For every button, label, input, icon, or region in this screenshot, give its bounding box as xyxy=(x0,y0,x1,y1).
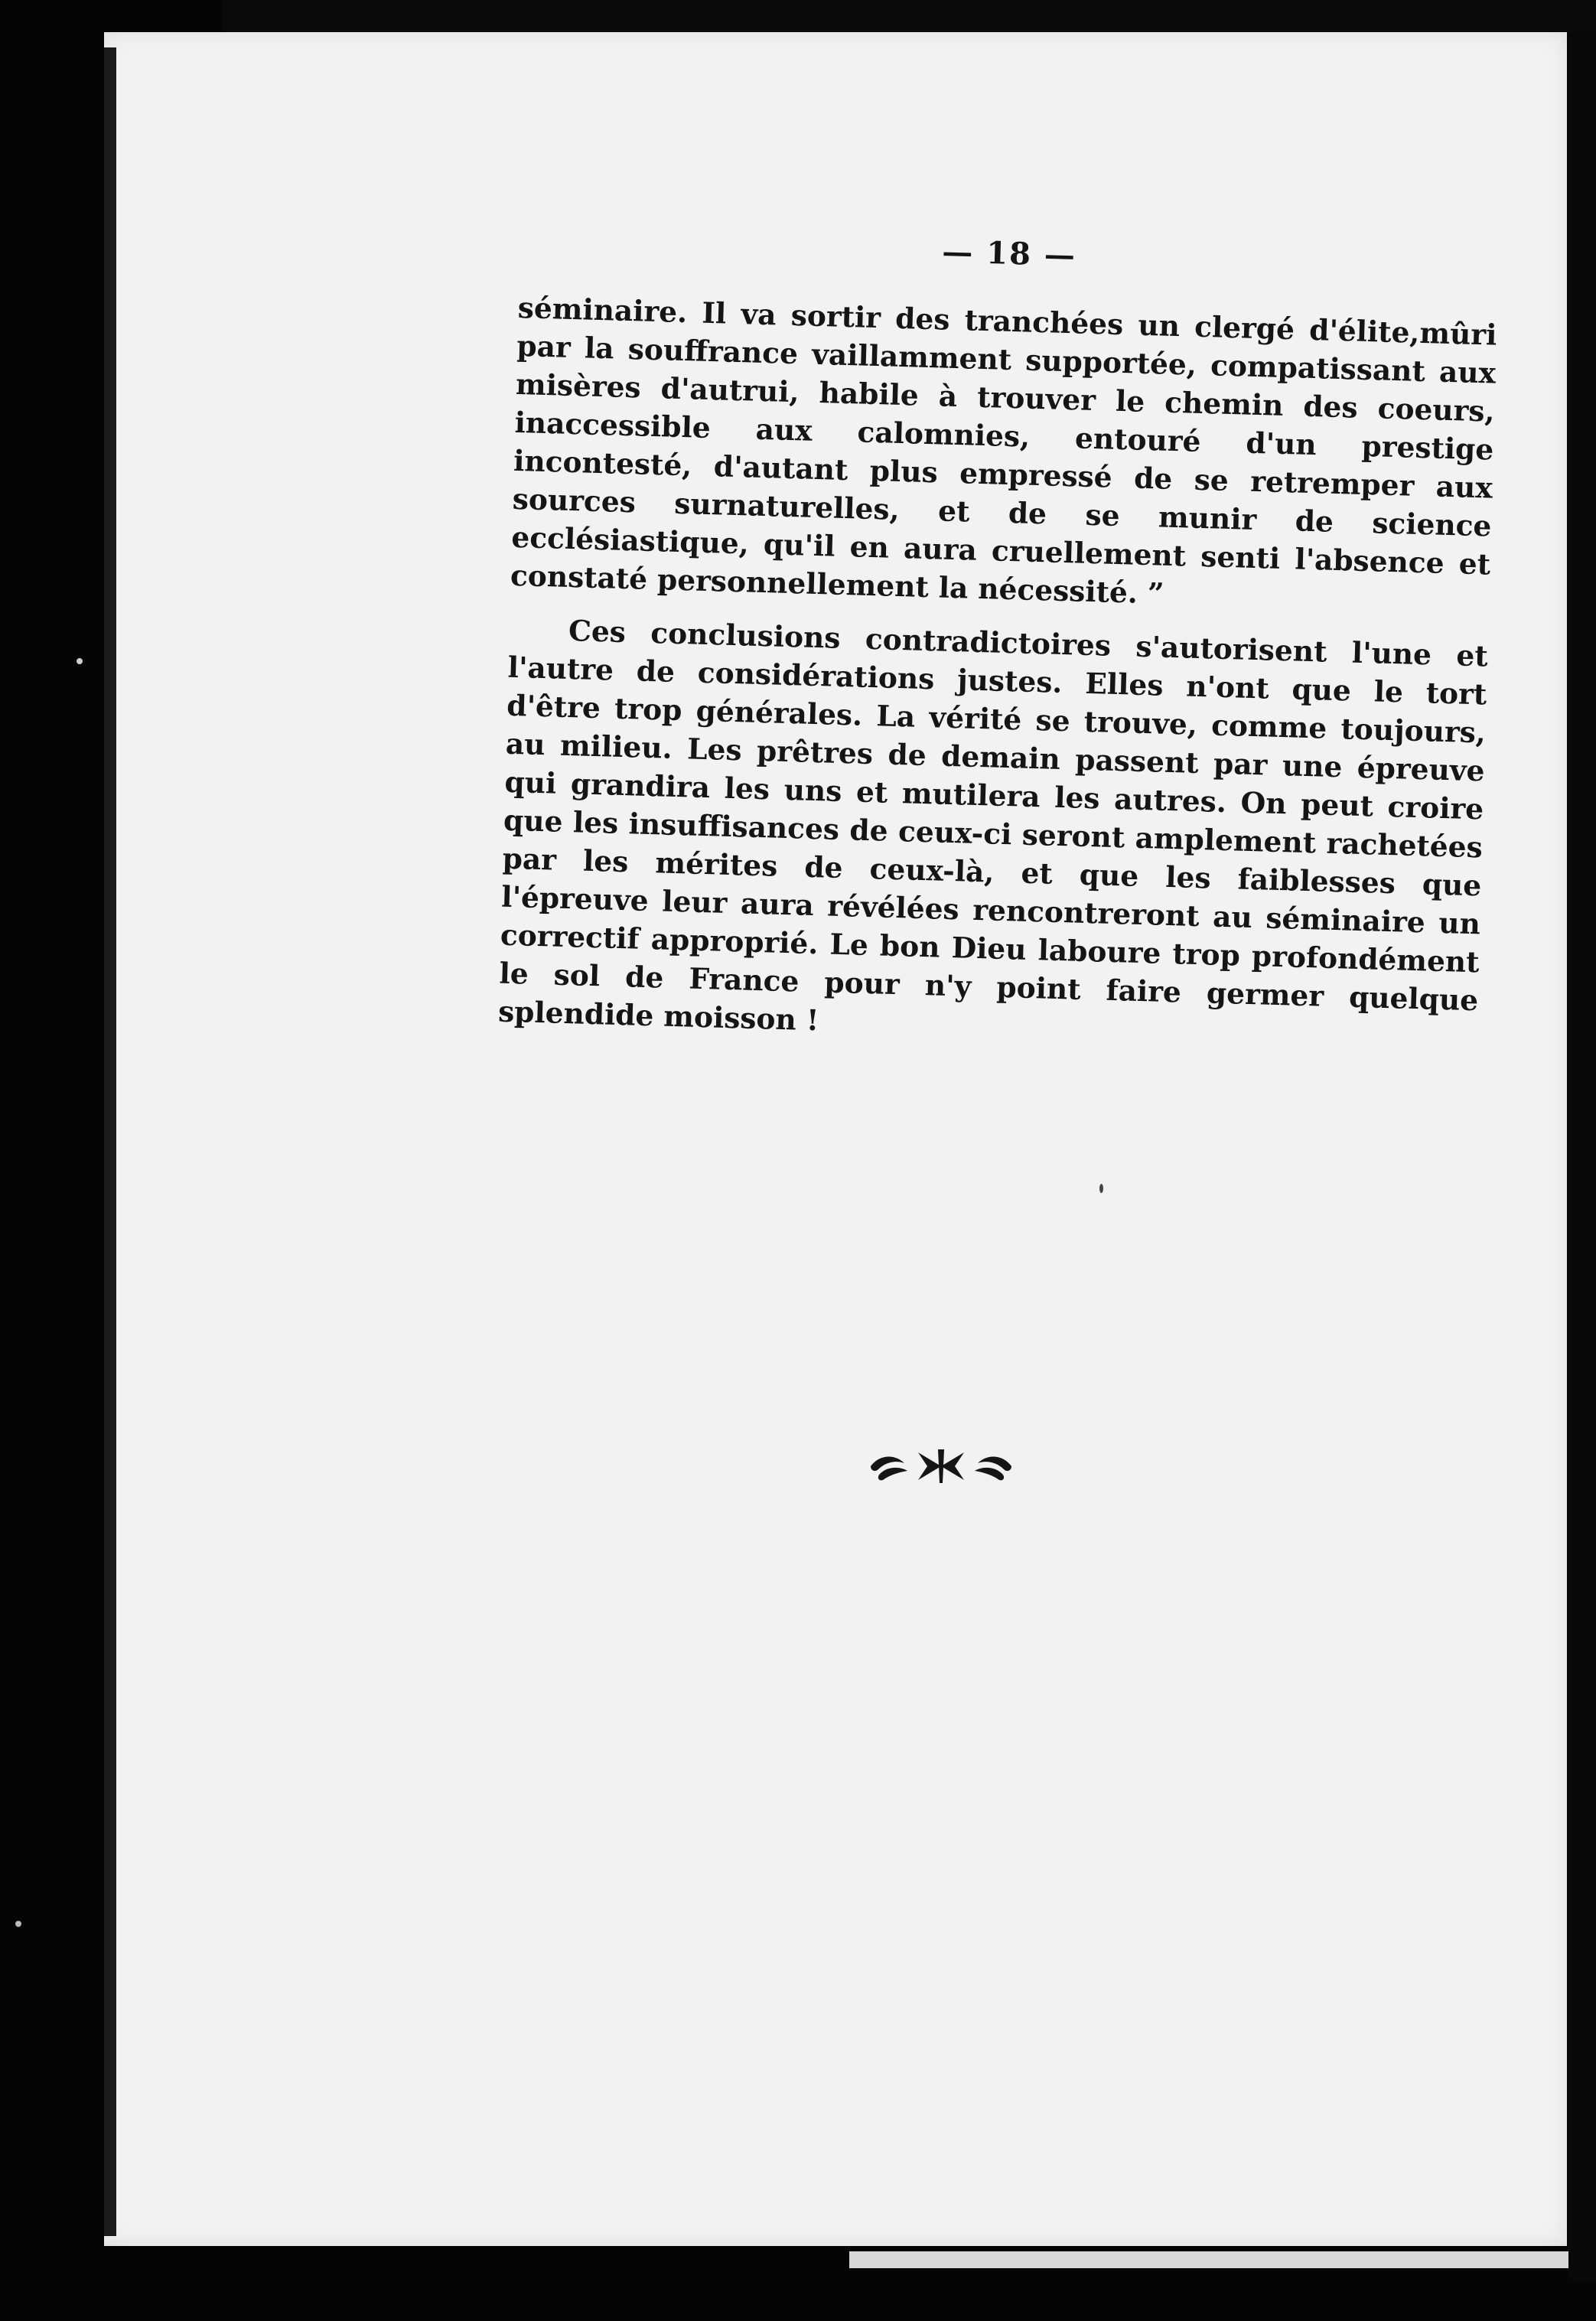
paragraph-2: Ces conclusions contradictoires s'autorisent l'une et l'autre de considérations justes. Elles n'ont que le tort d'être trop générales. La vérité se trouve, comme toujours, au milieu. Les prêtres de demain passent par une épreuve qui grandira les uns et mutilera les autres. On peut croire que les insuffisances de ceux-ci seront amplement rachetées par les mérites de ceux-là, et que les faiblesses que l'épreuve leur aura révélées rencontreront au séminaire un correctif approprié. Le bon Dieu laboure trop profondément le sol de France pour n'y point faire germer quelque splendide moisson ! xyxy=(497,613,1489,1038)
scan-border-top xyxy=(222,0,1596,35)
scan-speck xyxy=(15,1921,21,1927)
scan-border-left xyxy=(104,47,116,2236)
scan-speck xyxy=(1099,1184,1103,1193)
page-text-block xyxy=(497,222,1499,1058)
scan-speck xyxy=(77,658,83,664)
page-number: — 18 — xyxy=(941,233,1077,274)
scan-border-right xyxy=(1568,32,1596,2282)
fleuron-ornament-icon xyxy=(865,1446,1018,1485)
paragraph-1: séminaire. Il va sortir des tranchées un clergé d'élite,mûri par la souffrance vaillamment supportée, compatissant aux misères d'autrui, habile à trouver le chemin des coeurs, inaccessible aux calomnies, entouré d'un prestige incontesté, d'autant plus empressé de se retremper aux sources surnaturelles, et de se munir de science ecclésiastique, qu'il en aura cruellement senti l'absence et constaté personnellement la nécessité. ” xyxy=(510,290,1497,611)
scan-border-bottom xyxy=(849,2251,1568,2268)
